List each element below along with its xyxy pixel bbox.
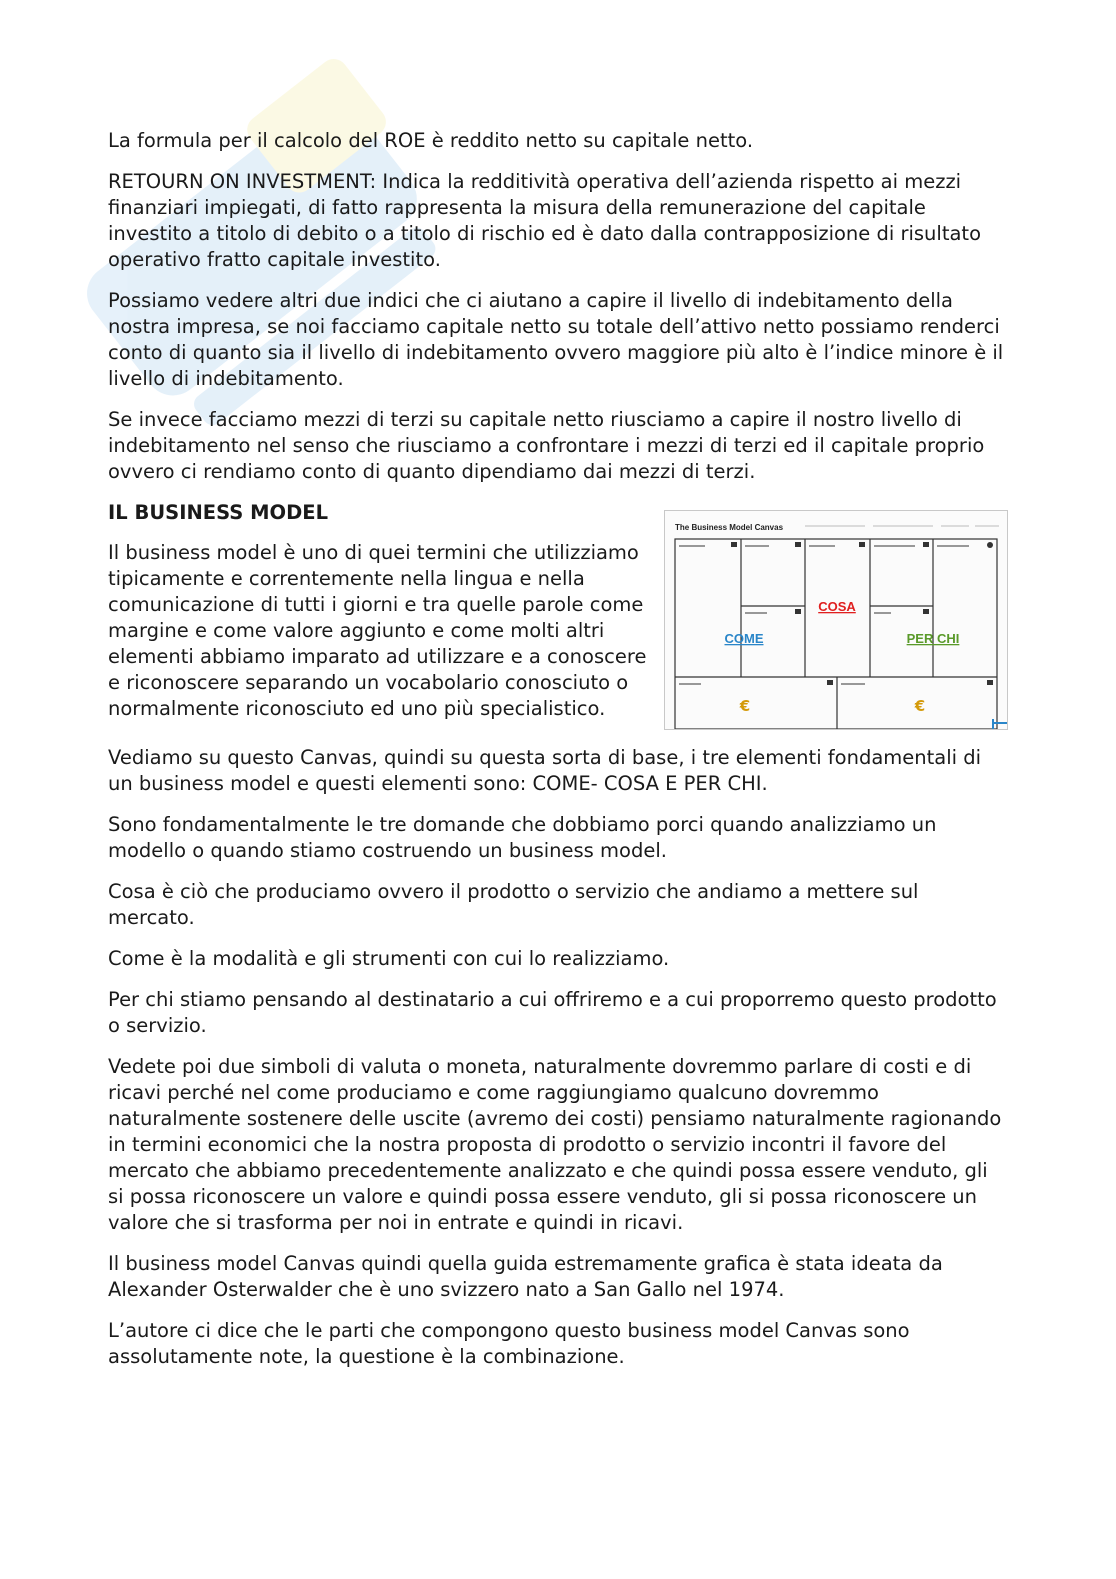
section-heading: IL BUSINESS MODEL <box>108 501 329 524</box>
label-cosa: COSA <box>818 599 856 614</box>
paragraph-mezzi-terzi: Se invece facciamo mezzi di terzi su capitale netto riusciamo a capire il nostro livello di indebitamento nel senso che riusciamo a confrontare i mezzi di terzi ed il capitale proprio ovvero ci rendiamo conto di quanto dipendiamo dai mezzi di terzi. <box>108 408 985 483</box>
paragraph-come: Come è la modalità e gli strumenti con cui lo realizziamo. <box>108 947 670 970</box>
corner-marker <box>993 719 1007 729</box>
document-body <box>108 128 1008 1385</box>
cell-icons <box>731 542 993 685</box>
canvas-diagram <box>665 511 1007 729</box>
section-intro: Il business model è uno di quei termini che utilizziamo tipicamente e correntemente nella lingua e nella comunicazione di tutti i giorni e tra quelle parole come margine e come valore aggiunto e come molti altri elementi abbiamo imparato ad utilizzare e a conoscere e riconoscere separando un vocabolario conosciuto o normalmente riconosciuto ed uno più specialistico. <box>108 541 647 720</box>
label-per-chi: PER CHI <box>906 631 960 646</box>
cell-captions <box>679 546 969 684</box>
paragraph-canvas-intro: Vediamo su questo Canvas, quindi su questa sorta di base, i tre elementi fondamentali di un business model e questi elementi sono: COME- COSA E PER CHI. <box>108 746 982 795</box>
currency-revenues-icon: € <box>914 697 926 715</box>
business-model-section <box>108 500 1008 730</box>
paragraph-per-chi: Per chi stiamo pensando al destinatario a cui offriremo e a cui proporremo questo prodotto o servizio. <box>108 988 997 1037</box>
paragraph-indebitamento: Possiamo vedere altri due indici che ci aiutano a capire il livello di indebitamento della nostra impresa, se noi facciamo capitale netto su totale dell’attivo netto possiamo renderci conto di quanto sia il livello di indebitamento ovvero maggiore più alto è l’indice minore è il livello di indebitamento. <box>108 289 1004 390</box>
business-model-canvas-figure <box>664 510 1008 730</box>
currency-costs-icon: € <box>739 697 751 715</box>
paragraph-roi: RETOURN ON INVESTMENT: Indica la redditività operativa dell’azienda rispetto ai mezzi finanziari impiegati, di fatto rappresenta la misura della remunerazione del capitale investito a titolo di debito o a titolo di rischio ed è dato dalla contrapposizione di risultato operativo fratto capitale investito. <box>108 170 982 271</box>
paragraph-combinazione: L’autore ci dice che le parti che compongono questo business model Canvas sono assolutamente note, la questione è la combinazione. <box>108 1319 910 1368</box>
paragraph-osterwalder: Il business model Canvas quindi quella guida estremamente grafica è stata ideata da Alexander Osterwalder che è uno svizzero nato a San Gallo nel 1974. <box>108 1252 943 1301</box>
canvas-title: The Business Model Canvas <box>675 523 784 532</box>
label-come: COME <box>724 631 764 646</box>
paragraph-valuta: Vedete poi due simboli di valuta o moneta, naturalmente dovremmo parlare di costi e di ricavi perché nel come produciamo e come raggiungiamo qualcuno dovremmo naturalmente sostenere delle uscite (avremo dei costi) pensiamo naturalmente ragionando in termini economici che la nostra proposta di prodotto o servizio incontri il favore del mercato che abbiamo precedentemente analizzato e che quindi possa essere venduto, gli si possa riconoscere un valore e quindi possa essere venduto, gli si possa riconoscere un valore che si trasforma per noi in entrate e quindi in ricavi. <box>108 1055 1002 1234</box>
paragraph-domande: Sono fondamentalmente le tre domande che dobbiamo porci quando analizziamo un modello o quando stiamo costruendo un business model. <box>108 813 937 862</box>
paragraph-roe: La formula per il calcolo del ROE è reddito netto su capitale netto. <box>108 129 754 152</box>
paragraph-cosa: Cosa è ciò che produciamo ovvero il prodotto o servizio che andiamo a mettere sul mercato. <box>108 880 919 929</box>
